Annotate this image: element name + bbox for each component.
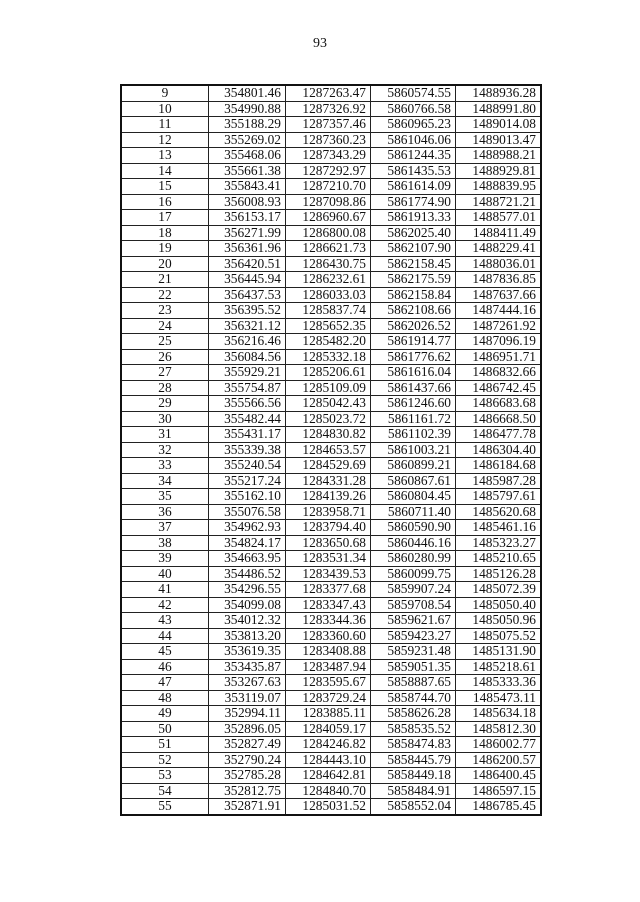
coordinate-cell: 1487637.66: [456, 287, 542, 303]
point-number-cell: 27: [121, 365, 209, 381]
table-row: [121, 117, 541, 133]
coordinate-cell: 354486.52: [209, 566, 286, 582]
table-row: [121, 411, 541, 427]
coordinate-cell: 352994.11: [209, 706, 286, 722]
point-number-cell: 54: [121, 783, 209, 799]
coordinates-table: [120, 84, 542, 816]
coordinate-cell: 5861244.35: [371, 148, 456, 164]
point-number-cell: 21: [121, 272, 209, 288]
coordinate-cell: 355076.58: [209, 504, 286, 520]
coordinate-cell: 1489013.47: [456, 132, 542, 148]
coordinate-cell: 1486832.66: [456, 365, 542, 381]
coordinate-cell: 1485210.65: [456, 551, 542, 567]
coordinate-cell: 5860899.21: [371, 458, 456, 474]
coordinate-cell: 1284653.57: [286, 442, 371, 458]
coordinate-cell: 1285837.74: [286, 303, 371, 319]
coordinate-cell: 356153.17: [209, 210, 286, 226]
coordinate-cell: 1283360.60: [286, 628, 371, 644]
point-number-cell: 15: [121, 179, 209, 195]
coordinate-cell: 354962.93: [209, 520, 286, 536]
coordinate-cell: 1284246.82: [286, 737, 371, 753]
coordinate-cell: 5859907.24: [371, 582, 456, 598]
coordinate-cell: 5862175.59: [371, 272, 456, 288]
coordinate-cell: 5859051.35: [371, 659, 456, 675]
coordinate-cell: 5862158.84: [371, 287, 456, 303]
coordinate-cell: 5858535.52: [371, 721, 456, 737]
point-number-cell: 16: [121, 194, 209, 210]
coordinate-cell: 1485218.61: [456, 659, 542, 675]
coordinate-cell: 352812.75: [209, 783, 286, 799]
point-number-cell: 53: [121, 768, 209, 784]
point-number-cell: 14: [121, 163, 209, 179]
coordinate-cell: 1285023.72: [286, 411, 371, 427]
coordinate-cell: 356395.52: [209, 303, 286, 319]
coordinate-cell: 356420.51: [209, 256, 286, 272]
coordinate-cell: 356361.96: [209, 241, 286, 257]
coordinate-cell: 1486951.71: [456, 349, 542, 365]
coordinate-cell: 5858552.04: [371, 799, 456, 815]
coordinate-cell: 5862108.66: [371, 303, 456, 319]
coordinate-cell: 1486597.15: [456, 783, 542, 799]
coordinate-cell: 356008.93: [209, 194, 286, 210]
point-number-cell: 49: [121, 706, 209, 722]
point-number-cell: 33: [121, 458, 209, 474]
point-number-cell: 22: [121, 287, 209, 303]
coordinate-cell: 1486002.77: [456, 737, 542, 753]
coordinate-cell: 5861046.06: [371, 132, 456, 148]
coordinate-cell: 1284642.81: [286, 768, 371, 784]
point-number-cell: 17: [121, 210, 209, 226]
point-number-cell: 12: [121, 132, 209, 148]
table-row: [121, 101, 541, 117]
coordinate-cell: 355188.29: [209, 117, 286, 133]
table-row: [121, 690, 541, 706]
coordinate-cell: 5858484.91: [371, 783, 456, 799]
coordinate-cell: 1286621.73: [286, 241, 371, 257]
coordinate-cell: 1488988.21: [456, 148, 542, 164]
coordinate-cell: 5861616.04: [371, 365, 456, 381]
table-row: [121, 241, 541, 257]
point-number-cell: 28: [121, 380, 209, 396]
coordinate-cell: 5860574.55: [371, 85, 456, 101]
point-number-cell: 39: [121, 551, 209, 567]
coordinate-cell: 1286430.75: [286, 256, 371, 272]
point-number-cell: 19: [121, 241, 209, 257]
table-row: [121, 644, 541, 660]
point-number-cell: 42: [121, 597, 209, 613]
coordinate-cell: 1283958.71: [286, 504, 371, 520]
coordinate-cell: 5859231.48: [371, 644, 456, 660]
coordinate-cell: 1283377.68: [286, 582, 371, 598]
point-number-cell: 32: [121, 442, 209, 458]
table-row: [121, 380, 541, 396]
point-number-cell: 46: [121, 659, 209, 675]
coordinate-cell: 355566.56: [209, 396, 286, 412]
coordinate-cell: 1485333.36: [456, 675, 542, 691]
coordinate-cell: 1485473.11: [456, 690, 542, 706]
coordinate-cell: 1488229.41: [456, 241, 542, 257]
coordinate-cell: 356437.53: [209, 287, 286, 303]
coordinate-cell: 5861161.72: [371, 411, 456, 427]
table-row: [121, 458, 541, 474]
coordinate-cell: 1489014.08: [456, 117, 542, 133]
table-row: [121, 85, 541, 101]
coordinate-cell: 5862107.90: [371, 241, 456, 257]
coordinate-cell: 1487836.85: [456, 272, 542, 288]
coordinate-cell: 1285206.61: [286, 365, 371, 381]
page-number: 93: [313, 36, 327, 51]
coordinate-cell: 354801.46: [209, 85, 286, 101]
coordinate-cell: 1486785.45: [456, 799, 542, 815]
coordinate-cell: 1485050.40: [456, 597, 542, 613]
coordinate-cell: 5860766.58: [371, 101, 456, 117]
coordinate-cell: 5861437.66: [371, 380, 456, 396]
coordinate-cell: 5860804.45: [371, 489, 456, 505]
coordinate-cell: 1486742.45: [456, 380, 542, 396]
point-number-cell: 45: [121, 644, 209, 660]
coordinate-cell: 1287326.92: [286, 101, 371, 117]
point-number-cell: 55: [121, 799, 209, 815]
coordinate-cell: 353813.20: [209, 628, 286, 644]
coordinate-cell: 5858445.79: [371, 752, 456, 768]
coordinate-cell: 1284059.17: [286, 721, 371, 737]
point-number-cell: 29: [121, 396, 209, 412]
coordinate-cell: 1285652.35: [286, 318, 371, 334]
coordinate-cell: 1283794.40: [286, 520, 371, 536]
table-row: [121, 365, 541, 381]
point-number-cell: 35: [121, 489, 209, 505]
table-row: [121, 752, 541, 768]
coordinate-cell: 1488721.21: [456, 194, 542, 210]
table-row: [121, 582, 541, 598]
coordinate-cell: 5860446.16: [371, 535, 456, 551]
coordinate-cell: 354296.55: [209, 582, 286, 598]
coordinate-cell: 1287357.46: [286, 117, 371, 133]
coordinate-cell: 1485072.39: [456, 582, 542, 598]
coordinate-cell: 1485131.90: [456, 644, 542, 660]
coordinate-cell: 1486683.68: [456, 396, 542, 412]
coordinate-cell: 1283487.94: [286, 659, 371, 675]
table-row: [121, 132, 541, 148]
coordinate-cell: 355843.41: [209, 179, 286, 195]
point-number-cell: 26: [121, 349, 209, 365]
coordinate-cell: 5861914.77: [371, 334, 456, 350]
coordinate-cell: 355339.38: [209, 442, 286, 458]
coordinate-cell: 5859423.27: [371, 628, 456, 644]
coordinate-cell: 5860711.40: [371, 504, 456, 520]
coordinate-cell: 1287098.86: [286, 194, 371, 210]
coordinate-cell: 354990.88: [209, 101, 286, 117]
coordinate-cell: 1283344.36: [286, 613, 371, 629]
table-row: [121, 535, 541, 551]
coordinate-cell: 5858449.18: [371, 768, 456, 784]
table-row: [121, 287, 541, 303]
point-number-cell: 48: [121, 690, 209, 706]
table-row: [121, 334, 541, 350]
coordinate-cell: 1285042.43: [286, 396, 371, 412]
coordinate-cell: 5858744.70: [371, 690, 456, 706]
table-row: [121, 473, 541, 489]
coordinate-cell: 355217.24: [209, 473, 286, 489]
point-number-cell: 44: [121, 628, 209, 644]
coordinate-cell: 1485126.28: [456, 566, 542, 582]
coordinate-cell: 1485797.61: [456, 489, 542, 505]
point-number-cell: 40: [121, 566, 209, 582]
coordinate-cell: 352790.24: [209, 752, 286, 768]
table-row: [121, 489, 541, 505]
coordinate-cell: 1485812.30: [456, 721, 542, 737]
point-number-cell: 37: [121, 520, 209, 536]
point-number-cell: 10: [121, 101, 209, 117]
coordinate-cell: 1487444.16: [456, 303, 542, 319]
coordinate-cell: 5861913.33: [371, 210, 456, 226]
point-number-cell: 18: [121, 225, 209, 241]
point-number-cell: 47: [121, 675, 209, 691]
coordinate-cell: 1485634.18: [456, 706, 542, 722]
table-row: [121, 504, 541, 520]
coordinate-cell: 5862158.45: [371, 256, 456, 272]
coordinate-cell: 1287210.70: [286, 179, 371, 195]
coordinate-cell: 5861246.60: [371, 396, 456, 412]
coordinate-cell: 352871.91: [209, 799, 286, 815]
coordinate-cell: 5860590.90: [371, 520, 456, 536]
point-number-cell: 50: [121, 721, 209, 737]
coordinate-cell: 1287343.29: [286, 148, 371, 164]
coordinate-cell: 1486200.57: [456, 752, 542, 768]
point-number-cell: 51: [121, 737, 209, 753]
coordinate-cell: 5861776.62: [371, 349, 456, 365]
coordinate-cell: 1285031.52: [286, 799, 371, 815]
coordinate-cell: 356084.56: [209, 349, 286, 365]
point-number-cell: 36: [121, 504, 209, 520]
point-number-cell: 23: [121, 303, 209, 319]
coordinate-cell: 5862026.52: [371, 318, 456, 334]
coordinate-cell: 1488036.01: [456, 256, 542, 272]
point-number-cell: 24: [121, 318, 209, 334]
coordinate-cell: 1283531.34: [286, 551, 371, 567]
table-row: [121, 442, 541, 458]
coordinate-cell: 5859621.67: [371, 613, 456, 629]
coordinate-cell: 1286232.61: [286, 272, 371, 288]
coordinate-cell: 355482.44: [209, 411, 286, 427]
coordinate-cell: 1287263.47: [286, 85, 371, 101]
coordinate-cell: 356445.94: [209, 272, 286, 288]
point-number-cell: 43: [121, 613, 209, 629]
table-row: [121, 256, 541, 272]
coordinate-cell: 355754.87: [209, 380, 286, 396]
table-row: [121, 799, 541, 815]
coordinate-cell: 5858474.83: [371, 737, 456, 753]
coordinate-cell: 353619.35: [209, 644, 286, 660]
table-row: [121, 318, 541, 334]
table-row: [121, 706, 541, 722]
table-row: [121, 597, 541, 613]
table-row: [121, 566, 541, 582]
point-number-cell: 41: [121, 582, 209, 598]
point-number-cell: 13: [121, 148, 209, 164]
coordinate-cell: 1284443.10: [286, 752, 371, 768]
point-number-cell: 25: [121, 334, 209, 350]
point-number-cell: 9: [121, 85, 209, 101]
table-row: [121, 272, 541, 288]
table-row: [121, 737, 541, 753]
coordinate-cell: 5860867.61: [371, 473, 456, 489]
coordinate-cell: 1283729.24: [286, 690, 371, 706]
table-row: [121, 163, 541, 179]
coordinate-cell: 356271.99: [209, 225, 286, 241]
coordinate-cell: 1487096.19: [456, 334, 542, 350]
coordinate-cell: 1283595.67: [286, 675, 371, 691]
table-row: [121, 225, 541, 241]
coordinate-cell: 1283885.11: [286, 706, 371, 722]
point-number-cell: 52: [121, 752, 209, 768]
coordinate-cell: 1488411.49: [456, 225, 542, 241]
coordinate-cell: 1486304.40: [456, 442, 542, 458]
coordinate-cell: 1285482.20: [286, 334, 371, 350]
table-row: [121, 396, 541, 412]
coordinate-cell: 1486400.45: [456, 768, 542, 784]
coordinate-cell: 355240.54: [209, 458, 286, 474]
coordinate-cell: 1286800.08: [286, 225, 371, 241]
table-row: [121, 551, 541, 567]
table-row: [121, 613, 541, 629]
coordinate-cell: 5861102.39: [371, 427, 456, 443]
coordinate-cell: 353267.63: [209, 675, 286, 691]
coordinate-cell: 1485461.16: [456, 520, 542, 536]
coordinate-cell: 1283650.68: [286, 535, 371, 551]
coordinate-cell: 1286033.03: [286, 287, 371, 303]
coordinate-cell: 5858626.28: [371, 706, 456, 722]
coordinate-cell: 1486184.68: [456, 458, 542, 474]
point-number-cell: 11: [121, 117, 209, 133]
coordinate-cell: 352827.49: [209, 737, 286, 753]
coordinate-cell: 1486668.50: [456, 411, 542, 427]
coordinate-cell: 1488929.81: [456, 163, 542, 179]
coordinate-cell: 5861774.90: [371, 194, 456, 210]
table-body: [121, 85, 541, 815]
coordinate-cell: 5860965.23: [371, 117, 456, 133]
coordinate-cell: 1485075.52: [456, 628, 542, 644]
point-number-cell: 20: [121, 256, 209, 272]
coordinate-cell: 5861003.21: [371, 442, 456, 458]
coordinate-cell: 356321.12: [209, 318, 286, 334]
coordinate-cell: 355431.17: [209, 427, 286, 443]
coordinate-cell: 354099.08: [209, 597, 286, 613]
coordinate-cell: 1284529.69: [286, 458, 371, 474]
coordinate-cell: 5859708.54: [371, 597, 456, 613]
coordinate-cell: 355162.10: [209, 489, 286, 505]
coordinate-cell: 1488991.80: [456, 101, 542, 117]
coordinate-cell: 353435.87: [209, 659, 286, 675]
coordinate-cell: 1283408.88: [286, 644, 371, 660]
coordinate-cell: 1488839.95: [456, 179, 542, 195]
coordinate-cell: 355929.21: [209, 365, 286, 381]
point-number-cell: 31: [121, 427, 209, 443]
table-row: [121, 210, 541, 226]
coordinate-cell: 1284139.26: [286, 489, 371, 505]
table-row: [121, 520, 541, 536]
coordinate-cell: 1285109.09: [286, 380, 371, 396]
table-row: [121, 303, 541, 319]
table-row: [121, 179, 541, 195]
coordinate-cell: 352785.28: [209, 768, 286, 784]
coordinate-cell: 1285332.18: [286, 349, 371, 365]
coordinate-cell: 1485620.68: [456, 504, 542, 520]
coordinate-cell: 355661.38: [209, 163, 286, 179]
coordinate-cell: 5862025.40: [371, 225, 456, 241]
coordinate-cell: 1487261.92: [456, 318, 542, 334]
coordinate-cell: 353119.07: [209, 690, 286, 706]
table-row: [121, 783, 541, 799]
table-row: [121, 148, 541, 164]
coordinate-cell: 1284840.70: [286, 783, 371, 799]
coordinate-cell: 354012.32: [209, 613, 286, 629]
coordinate-cell: 5860280.99: [371, 551, 456, 567]
coordinate-cell: 5861435.53: [371, 163, 456, 179]
table-row: [121, 194, 541, 210]
coordinate-cell: 5861614.09: [371, 179, 456, 195]
coordinate-cell: 1488936.28: [456, 85, 542, 101]
table-row: [121, 675, 541, 691]
table-row: [121, 349, 541, 365]
table-row: [121, 427, 541, 443]
coordinate-cell: 5858887.65: [371, 675, 456, 691]
table-row: [121, 721, 541, 737]
coordinate-cell: 5860099.75: [371, 566, 456, 582]
coordinate-cell: 1485323.27: [456, 535, 542, 551]
table-row: [121, 628, 541, 644]
coordinate-cell: 1284830.82: [286, 427, 371, 443]
coordinate-cell: 1485050.96: [456, 613, 542, 629]
coordinate-cell: 354824.17: [209, 535, 286, 551]
coordinate-cell: 352896.05: [209, 721, 286, 737]
coordinate-cell: 356216.46: [209, 334, 286, 350]
coordinate-cell: 1284331.28: [286, 473, 371, 489]
table-row: [121, 659, 541, 675]
point-number-cell: 34: [121, 473, 209, 489]
coordinate-cell: 1488577.01: [456, 210, 542, 226]
coordinate-cell: 1485987.28: [456, 473, 542, 489]
table-row: [121, 768, 541, 784]
coordinate-cell: 355468.06: [209, 148, 286, 164]
coordinate-cell: 1286960.67: [286, 210, 371, 226]
point-number-cell: 38: [121, 535, 209, 551]
coordinate-cell: 1283347.43: [286, 597, 371, 613]
coordinate-cell: 1486477.78: [456, 427, 542, 443]
coordinate-cell: 1283439.53: [286, 566, 371, 582]
coordinate-cell: 355269.02: [209, 132, 286, 148]
point-number-cell: 30: [121, 411, 209, 427]
coordinate-cell: 1287292.97: [286, 163, 371, 179]
coordinate-cell: 354663.95: [209, 551, 286, 567]
coordinate-cell: 1287360.23: [286, 132, 371, 148]
